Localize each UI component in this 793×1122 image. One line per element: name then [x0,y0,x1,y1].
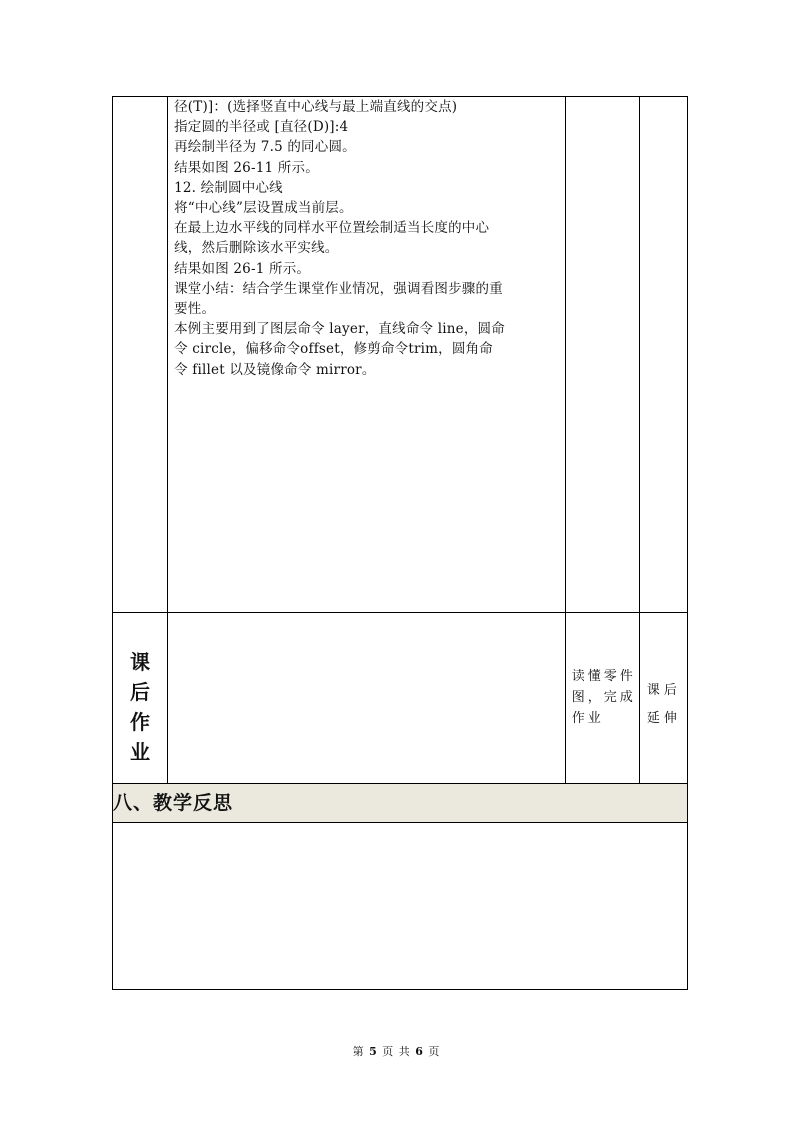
total-page-number: 6 [415,1045,424,1058]
homework-task [566,613,639,729]
content-line: 再绘制半径为 7.5 的同心圆。 [174,139,356,156]
homework-task-cell [565,613,639,784]
process-label-cell [113,97,168,613]
reflection-header-row [113,784,688,823]
content-line: 课堂小结：结合学生课堂作业情况，强调看图步骤的重 [174,280,503,297]
homework-type-cell [639,613,687,784]
lesson-plan-table-wrapper [112,96,688,991]
homework-type-line: 课后 [646,683,681,698]
homework-type [640,613,687,733]
reflection-header: 八、教学反思 [113,784,688,823]
content-line: 要性。 [174,301,216,318]
homework-task-line: 作业 [571,711,604,726]
content-line: 径(T)]：(选择竖直中心线与最上端直线的交点) [174,99,458,115]
homework-label-char: 业 [130,740,151,764]
process-activity-cell [565,97,639,613]
process-content-text [168,97,565,380]
homework-label [113,613,167,767]
homework-content-cell [168,613,566,784]
current-page-number: 5 [369,1045,378,1058]
reflection-body-row [113,823,688,990]
footer-page-word: 页 [382,1045,395,1058]
teaching-process-row [113,97,688,613]
footer-total-word: 共 [398,1045,411,1058]
content-line: 12. 绘制圆中心线 [174,179,283,196]
homework-label-char: 课 [130,650,151,674]
content-line: 指定圆的半径或 [直径(D)]:4 [174,119,349,136]
homework-label-char: 后 [130,680,151,704]
content-line: 结果如图 26-1 所示。 [174,260,311,277]
content-line: 将“中心线”层设置成当前层。 [174,200,353,217]
footer-prefix: 第 [352,1045,365,1058]
homework-task-line: 读懂零件 [571,669,636,684]
content-line: 在最上边水平线的同样水平位置绘制适当长度的中心 [174,220,490,237]
content-line: 线，然后删除该水平实线。 [174,240,339,257]
homework-label-cell [113,613,168,784]
process-note-cell [639,97,687,613]
lesson-plan-table [112,96,688,990]
footer-suffix: 页 [428,1045,441,1058]
homework-label-char: 作 [130,710,151,734]
homework-row [113,613,688,784]
content-line: 令 circle，偏移命令offset，修剪命令trim，圆角命 [174,341,493,358]
content-line: 令 fillet 以及镜像命令 mirror。 [174,361,376,378]
process-content-cell [168,97,566,613]
page-footer [0,1043,793,1059]
content-line: 结果如图 26-11 所示。 [174,159,319,176]
homework-task-line: 图，完成 [571,690,636,705]
reflection-body-cell [113,823,688,990]
content-line: 本例主要用到了图层命令 layer，直线命令 line，圆命 [174,321,505,338]
homework-type-line: 延伸 [646,711,681,726]
